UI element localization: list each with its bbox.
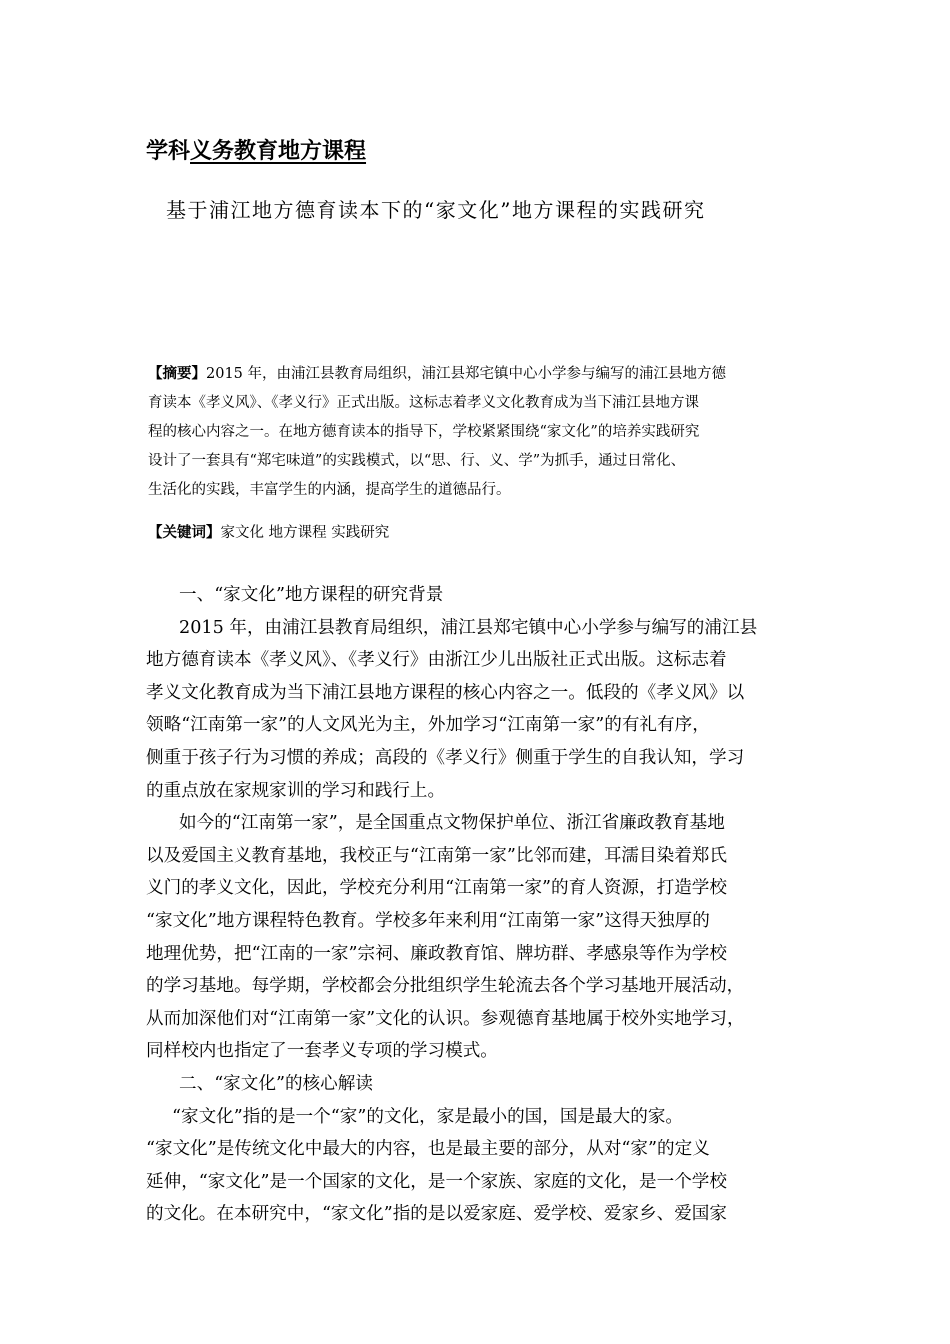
paragraph-line: “家文化”地方课程特色教育。学校多年来利用“江南第一家”这得天独厚的 [146,910,710,931]
paragraph-line: 延伸，“家文化”是一个国家的文化，是一个家族、家庭的文化，是一个学校 [146,1171,727,1192]
keywords-text: 家文化 地方课程 实践研究 [220,525,390,541]
body-text [146,579,836,1231]
paragraph-line: 从而加深他们对“江南第一家”文化的认识。参观德育基地属于校外实地学习， [146,1008,745,1029]
paragraph-line: 领略“江南第一家”的人文风光为主，外加学习“江南第一家”的有礼有序， [146,715,710,736]
abstract-line: 设计了一套具有“郑宅味道”的实践模式，以“思、行、义、学”为抓手，通过日常化、 [148,453,686,469]
paragraph-line: “家文化”是传统文化中最大的内容，也是最主要的部分，从对“家”的定义 [146,1139,710,1160]
paragraph-line: 2015 年，由浦江县教育局组织，浦江县郑宅镇中心小学参与编写的浦江县 [179,617,758,638]
abstract-line: 程的核心内容之一。在地方德育读本的指导下，学校紧紧围绕“家文化”的培养实践研究 [148,424,700,440]
abstract-block [148,360,820,505]
paragraph-line: 的学习基地。每学期，学校都会分批组织学生轮流去各个学习基地开展活动， [146,976,745,997]
paragraph-line: 侧重于孩子行为习惯的养成；高段的《孝义行》侧重于学生的自我认知，学习 [146,747,745,768]
paragraph-line: 以及爱国主义教育基地，我校正与“江南第一家”比邻而建，耳濡目染着郑氏 [146,845,727,866]
subject-prefix: 学科 [146,139,191,164]
abstract-line: 生活化的实践，丰富学生的内涵，提高学生的道德品行。 [148,482,511,498]
paragraph-line: 如今的“江南第一家”，是全国重点文物保护单位、浙江省廉政教育基地 [179,813,725,834]
abstract-line [148,360,820,389]
paragraph-line: 地方德育读本《孝义风》、《孝义行》由浙江少儿出版社正式出版。这标志着 [146,650,727,671]
paragraph-line: 地理优势，把“江南的一家”宗祠、廉政教育馆、牌坊群、孝感泉等作为学校 [146,943,727,964]
paragraph-line: 孝义文化教育成为当下浦江县地方课程的核心内容之一。低段的《孝义风》以 [146,682,745,703]
section-heading: 一、“家文化”地方课程的研究背景 [179,585,444,605]
paragraph-line: 的重点放在家规家训的学习和践行上。 [146,780,446,801]
abstract-text: 2015 年，由浦江县教育局组织，浦江县郑宅镇中心小学参与编写的浦江县地方德 [206,366,727,382]
paragraph-line: “家文化”指的是一个“家”的文化，家是最小的国，国是最大的家。 [172,1106,684,1127]
paper-title: 基于浦江地方德育读本下的“家文化”地方课程的实践研究 [166,198,706,222]
subject-title [146,138,366,166]
subject-course-underlined: 义务教育地方课程 [190,139,367,164]
abstract-line: 育读本《孝义风》、《孝义行》正式出版。这标志着孝义文化教育成为当下浦江县地方课 [148,395,699,411]
paragraph-line: 的文化。在本研究中，“家文化”指的是以爱家庭、爱学校、爱家乡、爱国家 [146,1204,727,1225]
keywords-block [148,519,389,548]
keywords-label: 【关键词】 [148,525,221,541]
paragraph-line: 同样校内也指定了一套孝义专项的学习模式。 [146,1041,498,1062]
section-heading: 二、“家文化”的核心解读 [179,1073,373,1094]
abstract-label: 【摘要】 [148,366,206,382]
paragraph-line: 义门的孝义文化，因此，学校充分利用“江南第一家”的育人资源，打造学校 [146,878,727,899]
